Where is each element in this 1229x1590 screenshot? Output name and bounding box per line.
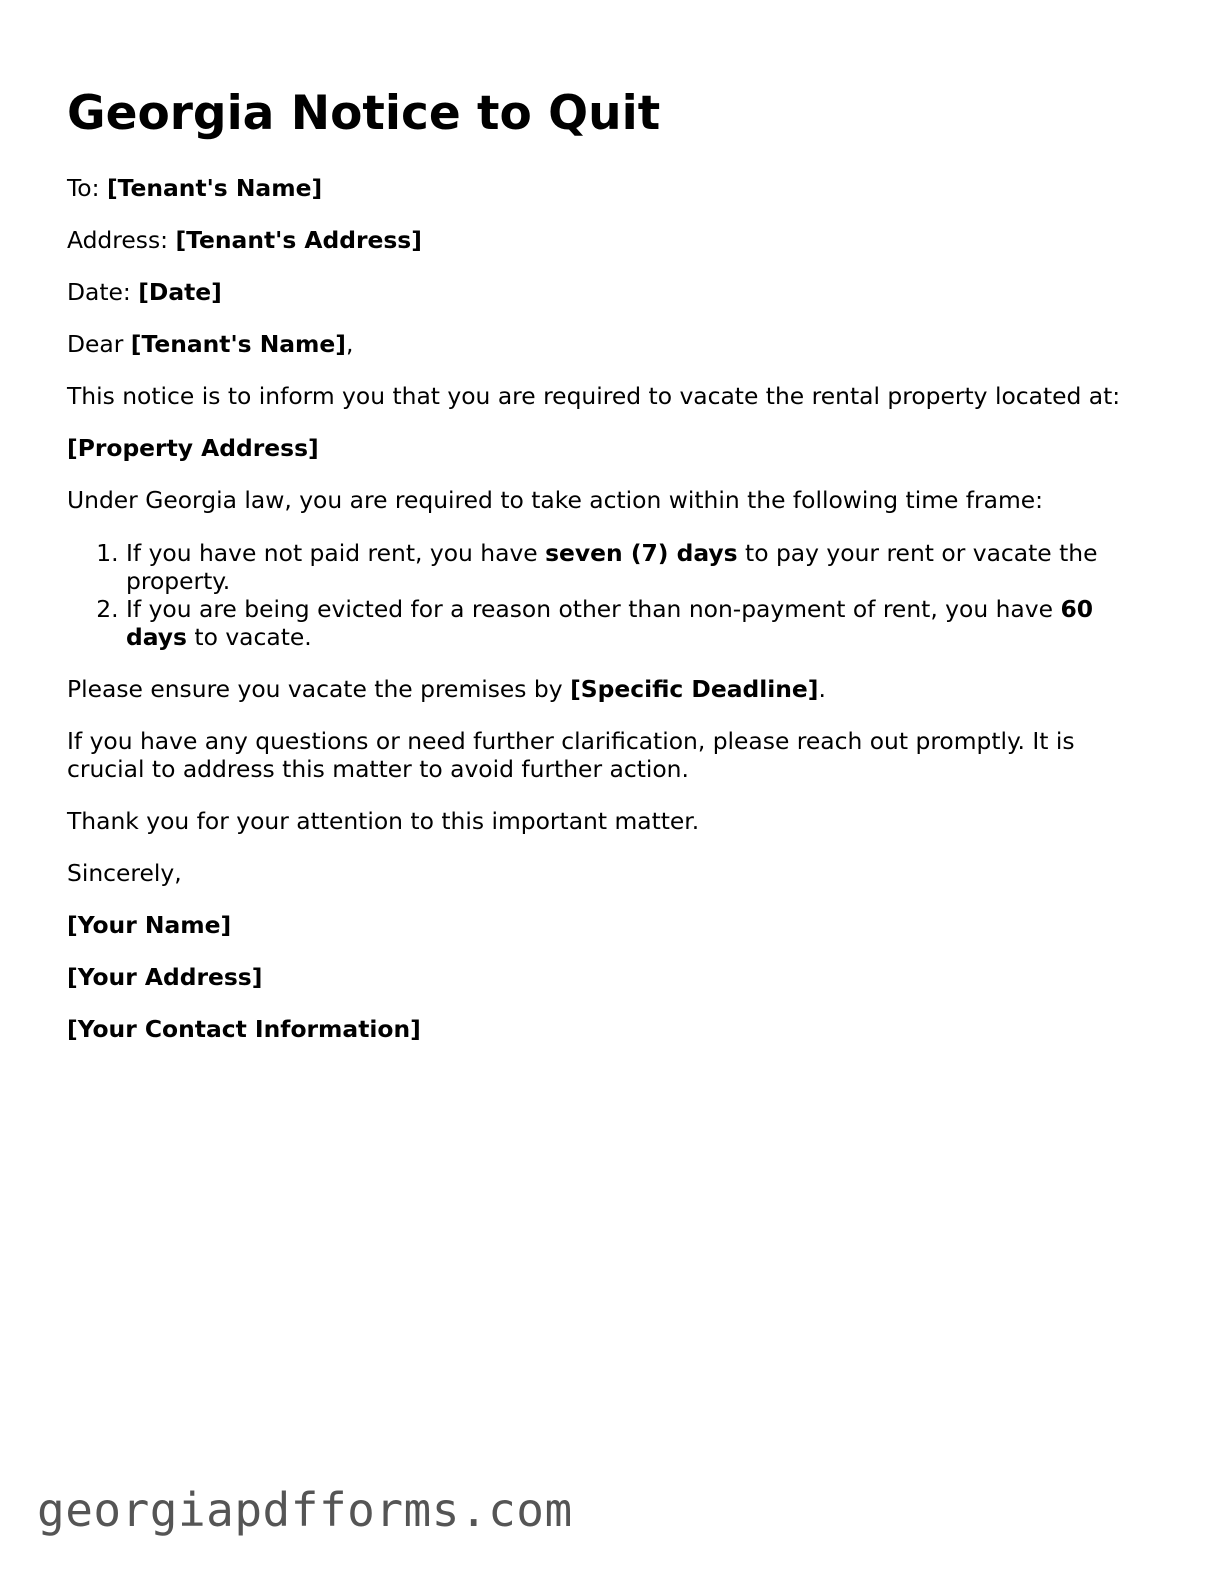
signature-name bbox=[67, 911, 231, 939]
deadline-paragraph bbox=[67, 675, 826, 703]
greeting-suffix: , bbox=[345, 330, 354, 358]
date-label: Date: bbox=[67, 278, 131, 306]
property-address bbox=[67, 434, 319, 462]
list-item-text: to vacate. bbox=[194, 623, 312, 651]
signature-contact bbox=[67, 1015, 421, 1043]
greeting-line bbox=[67, 330, 353, 358]
list-item-text: to pay your rent or vacate the property. bbox=[126, 539, 1098, 595]
address-value: [Tenant's Address] bbox=[175, 226, 422, 254]
deadline-value: [Specific Deadline] bbox=[570, 675, 819, 703]
intro-paragraph: This notice is to inform you that you are required to vacate the rental property located at: bbox=[67, 382, 1121, 410]
to-value: [Tenant's Name] bbox=[106, 174, 323, 202]
deadline-text: Please ensure you vacate the premises by bbox=[67, 675, 563, 703]
signature-name-value: [Your Name] bbox=[67, 911, 232, 939]
address-label: Address: bbox=[67, 226, 169, 254]
watermark: georgiapdfforms.com bbox=[37, 1483, 573, 1537]
greeting-name: [Tenant's Name] bbox=[130, 330, 346, 358]
deadline-period: . bbox=[818, 675, 826, 703]
greeting-prefix: Dear bbox=[67, 330, 124, 358]
list-item-emphasis: 60 days bbox=[126, 595, 1093, 651]
list-item bbox=[126, 595, 1126, 651]
date-line bbox=[67, 278, 222, 306]
signature-address-value: [Your Address] bbox=[67, 963, 263, 991]
list-item-text: If you are being evicted for a reason other than non-payment of rent, you have bbox=[126, 595, 1053, 623]
list-item-emphasis: seven (7) days bbox=[545, 539, 738, 567]
law-intro-paragraph: Under Georgia law, you are required to take action within the following time frame: bbox=[67, 486, 1044, 514]
closing: Sincerely, bbox=[67, 859, 182, 887]
signature-address bbox=[67, 963, 262, 991]
list-item-text: If you have not paid rent, you have bbox=[126, 539, 538, 567]
to-line bbox=[67, 174, 322, 202]
list-item bbox=[126, 539, 1126, 595]
address-line bbox=[67, 226, 422, 254]
time-frame-list bbox=[67, 539, 1126, 651]
signature-contact-value: [Your Contact Information] bbox=[67, 1015, 421, 1043]
thanks-paragraph: Thank you for your attention to this important matter. bbox=[67, 807, 700, 835]
property-address-value: [Property Address] bbox=[67, 434, 319, 462]
page-title: Georgia Notice to Quit bbox=[67, 86, 661, 141]
to-label: To: bbox=[67, 174, 100, 202]
date-value: [Date] bbox=[138, 278, 222, 306]
questions-paragraph: If you have any questions or need further clarification, please reach out promptly. It is crucial to address this matter to avoid further action. bbox=[67, 727, 1075, 783]
